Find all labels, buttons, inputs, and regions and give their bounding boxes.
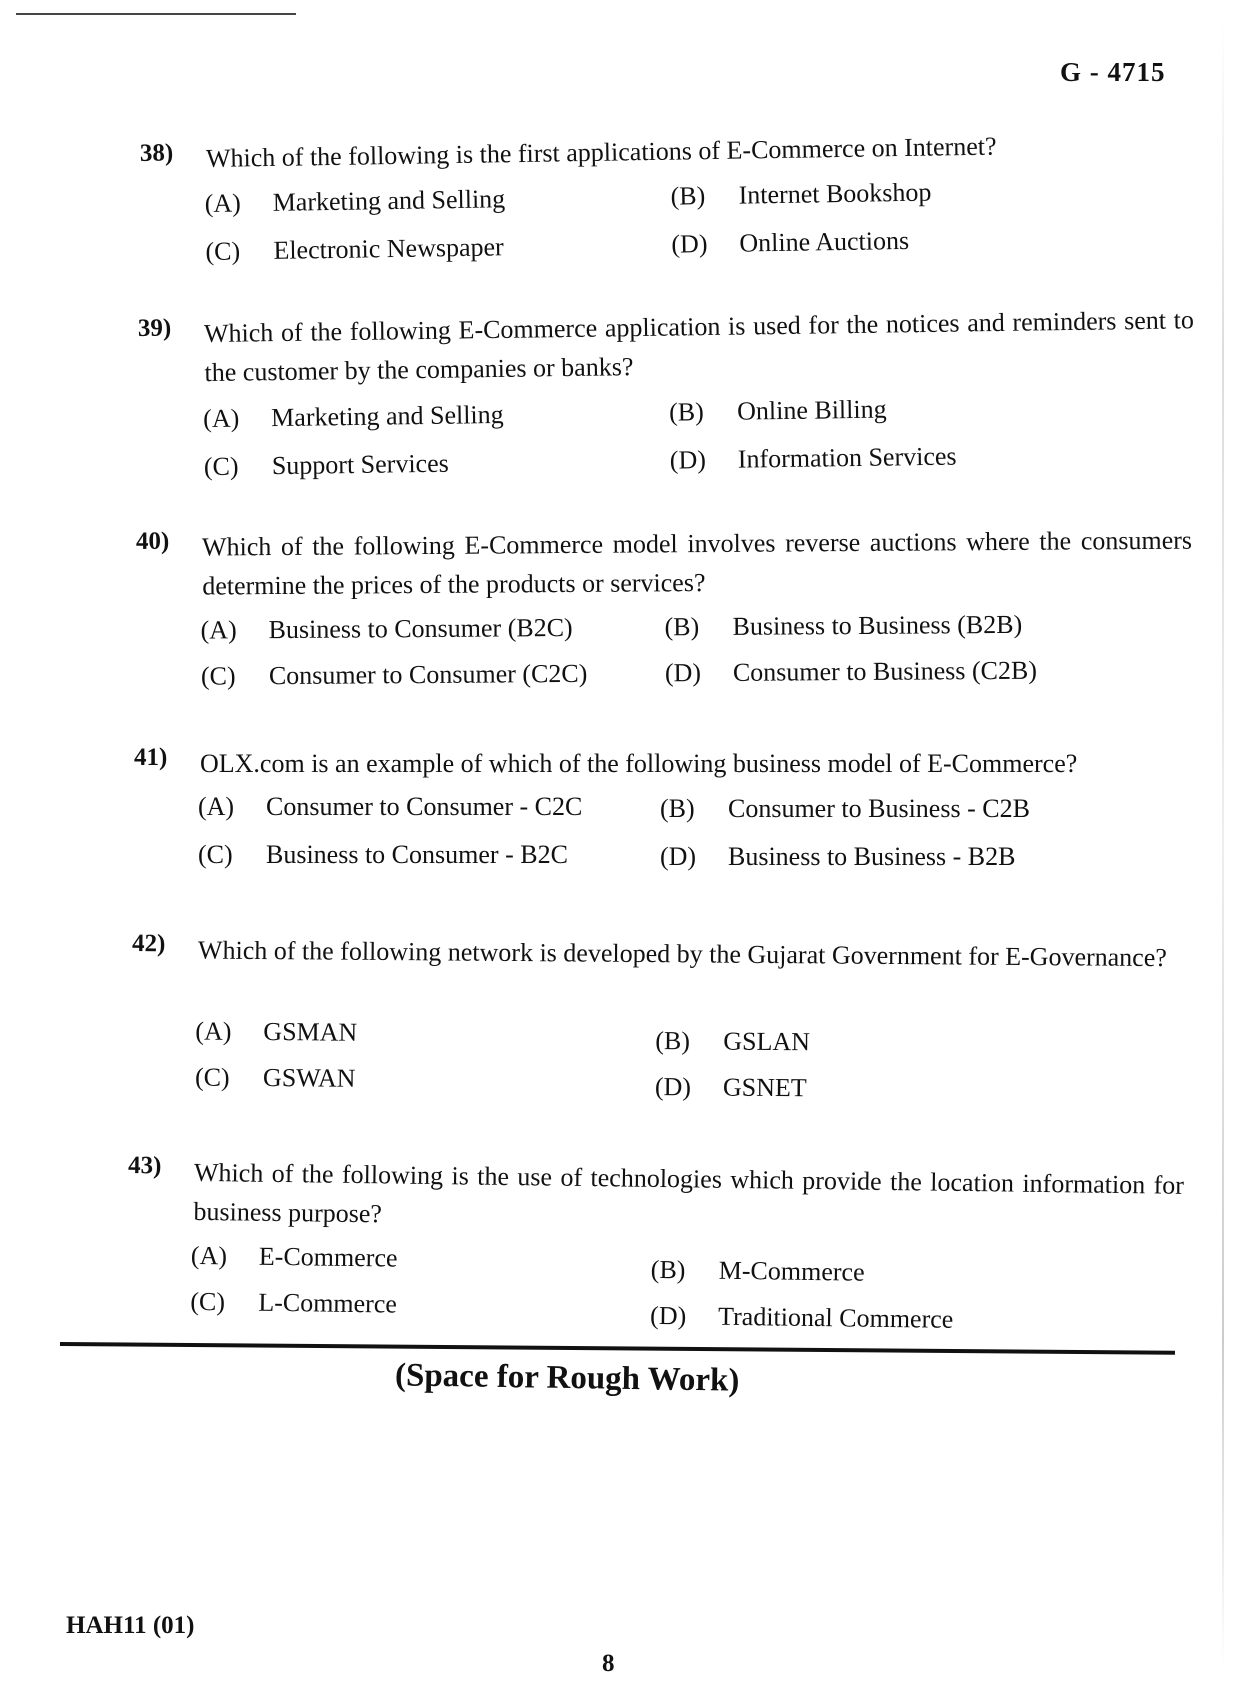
option-b: (B) M-Commerce <box>650 1254 865 1287</box>
question-text: Which of the following E-Commerce model involves reverse auctions where the consumers determine the prices of the products or services? <box>201 525 1193 601</box>
option-d: (D) Traditional Commerce <box>649 1300 954 1334</box>
question-text: Which of the following is the use of technologies which provide the location information for business purpose? <box>193 1157 1185 1229</box>
option-d: (D) Business to Business - B2B <box>660 842 1016 871</box>
option-b: (B) Business to Business (B2B) <box>664 609 1023 642</box>
option-d: (D) GSNET <box>654 1072 807 1103</box>
option-a: (A) GSMAN <box>195 1016 358 1047</box>
option-d: (D) Consumer to Business (C2B) <box>664 655 1038 688</box>
option-b: (B) Consumer to Business - C2B <box>660 794 1030 823</box>
question-number: 41) <box>134 744 168 771</box>
question-number: 40) <box>135 527 170 555</box>
question-number: 38) <box>139 139 174 167</box>
option-b: (B) Online Billing <box>668 394 887 427</box>
footer-code: HAH11 (01) <box>66 1612 195 1639</box>
question-38 <box>0 123 1240 332</box>
option-c: (C) L-Commerce <box>190 1286 398 1319</box>
option-a: (A) E-Commerce <box>190 1240 398 1273</box>
question-number: 39) <box>137 314 172 342</box>
option-a: (A) Business to Consumer (B2C) <box>200 612 573 645</box>
question-number: 42) <box>131 930 166 958</box>
top-rule <box>16 13 296 15</box>
question-text: OLX.com is an example of which of the following business model of E-Commerce? <box>200 749 1078 778</box>
option-a: (A) Consumer to Consumer - C2C <box>198 792 583 821</box>
page-number: 8 <box>602 1650 615 1677</box>
question-text: Which of the following is the first applications of E-Commerce on Internet? <box>205 131 997 173</box>
option-d: (D) Online Auctions <box>671 225 910 259</box>
option-c: (C) Business to Consumer - B2C <box>198 840 568 869</box>
question-40 <box>0 520 1240 719</box>
option-b: (B) GSLAN <box>655 1026 811 1057</box>
rough-work-heading: (Space for Rough Work) <box>394 1357 740 1399</box>
question-43 <box>0 1150 1240 1356</box>
option-d: (D) Information Services <box>669 441 957 475</box>
option-c: (C) Consumer to Consumer (C2C) <box>200 658 588 691</box>
option-c: (C) Support Services <box>203 448 449 482</box>
option-c: (C) Electronic Newspaper <box>205 232 504 266</box>
option-c: (C) GSWAN <box>194 1062 356 1093</box>
question-number: 43) <box>127 1152 162 1180</box>
question-42 <box>0 929 1240 1129</box>
question-39 <box>0 300 1240 507</box>
question-41 <box>0 744 1240 934</box>
option-b: (B) Internet Bookshop <box>670 177 932 211</box>
option-a: (A) Marketing and Selling <box>202 399 504 434</box>
option-a: (A) Marketing and Selling <box>204 184 506 218</box>
question-text: Which of the following network is developed by the Gujarat Government for E-Governance? <box>197 935 1167 973</box>
paper-code: G - 4715 <box>1060 57 1166 87</box>
question-text: Which of the following E-Commerce application is used for the notices and reminders sent to the customer by the companies or banks? <box>203 305 1195 388</box>
